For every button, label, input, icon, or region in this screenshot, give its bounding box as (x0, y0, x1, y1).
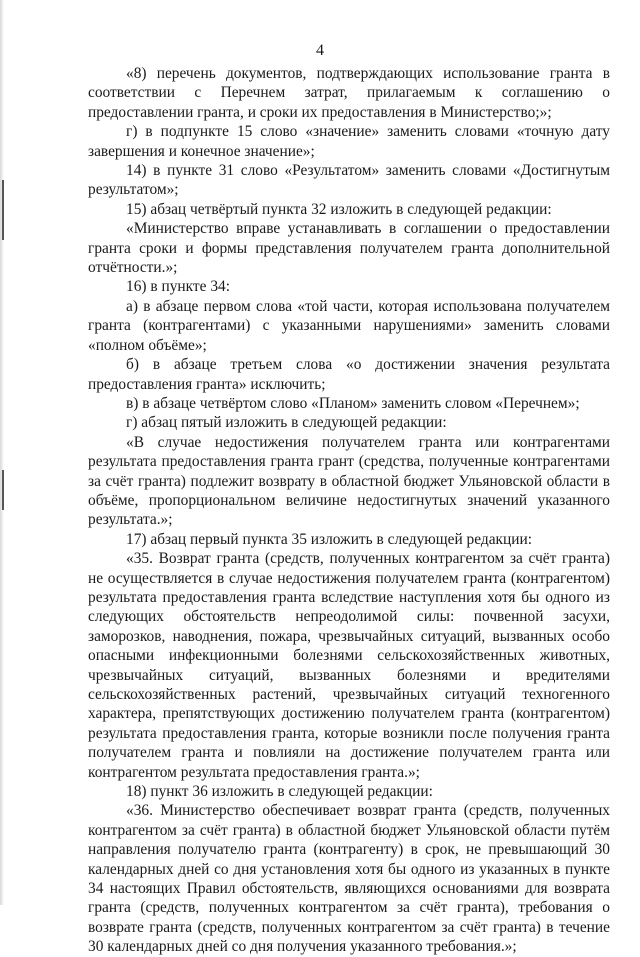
paragraph: «36. Министерство обеспечивает возврат гранта (средств, полученных контрагентом за счёт гранта) в областной бюджет Ульяновской области путём направления получателю гранта (контрагенту) в срок, не превышающий 30 календарных дней со дня установления хотя бы одного из указанных в пункте 34 настоящих Правил обстоятельств, являющихся основаниями для возврата гранта (средств, полученных контрагентом за счёт гранта), требования о возврате гранта (средств, полученных контрагентом за счёт гранта) в течение 30 календарных дней со дня получения указанного требования.»; (88, 802, 610, 956)
page-number: 4 (316, 42, 324, 59)
paragraph: 18) пункт 36 изложить в следующей редакции: (126, 783, 433, 801)
paragraph: г) в подпункте 15 слово «значение» заменить словами «точную дату завершения и конечное значение»; (88, 123, 610, 160)
paragraph: «В случае недостижения получателем гранта или контрагентами результата предоставления гранта грант (средства, полученные контрагентами за счёт гранта) подлежит возврату в областной бюджет Ульяновской области в объёме, пропорциональном величине недостигнутых значений указанного результата.»; (88, 433, 610, 529)
paragraph: г) абзац пятый изложить в следующей редакции: (126, 414, 447, 432)
paragraph: 14) в пункте 31 слово «Результатом» заменить словами «Достигнутым результатом»; (88, 162, 610, 199)
paragraph: 16) в пункте 34: (126, 278, 230, 296)
paragraph: а) в абзаце первом слова «той части, которая использована получателем гранта (контрагентами) с указанными нарушениями» заменить словами «полном объёме»; (88, 297, 610, 354)
paragraph: 17) абзац первый пункта 35 изложить в следующей редакции: (126, 530, 533, 548)
paragraph: 15) абзац четвёртый пункта 32 изложить в следующей редакции: (126, 200, 552, 218)
paragraph: «8) перечень документов, подтверждающих использование гранта в соответствии с Перечнем затрат, прилагаемым к соглашению о предоставлении гранта, и сроки их предоставления в Министерство;»; (88, 65, 610, 121)
paragraph: в) в абзаце четвёртом слово «Планом» заменить словом «Перечнем»; (126, 394, 580, 412)
document-body (88, 64, 610, 957)
scan-artifact (2, 470, 4, 510)
scanned-page-edge (0, 0, 4, 905)
paragraph: «35. Возврат гранта (средств, полученных контрагентом за счёт гранта) не осуществляется в случае недостижения получателем гранта (контрагентом) результата предоставления гранта вследствие наступления хотя бы одного из следующих обстоятельств непреодолимой силы: почвенной засухи, заморозков, наводнения, пожара, чрезвычайных ситуаций, вызванных особо опасными инфекционными болезнями сельскохозяйственных животных, чрезвычайных ситуаций, вызванных болезнями и вредителями сельскохозяйственных растений, чрезвычайных ситуаций техногенного характера, препятствующих достижению получателем гранта (контрагентом) результата предоставления гранта, которые возникли после получения гранта получателем гранта и повлияли на достижение получателем гранта или контрагентом результата предоставления гранта.»; (88, 550, 610, 781)
paragraph: б) в абзаце третьем слова «о достижении значения результата предоставления гранта» исключить; (88, 356, 610, 393)
paragraph: «Министерство вправе устанавливать в соглашении о предоставлении гранта сроки и формы представления получателем гранта дополнительной отчётности.»; (88, 220, 610, 277)
scan-artifact (2, 180, 4, 240)
